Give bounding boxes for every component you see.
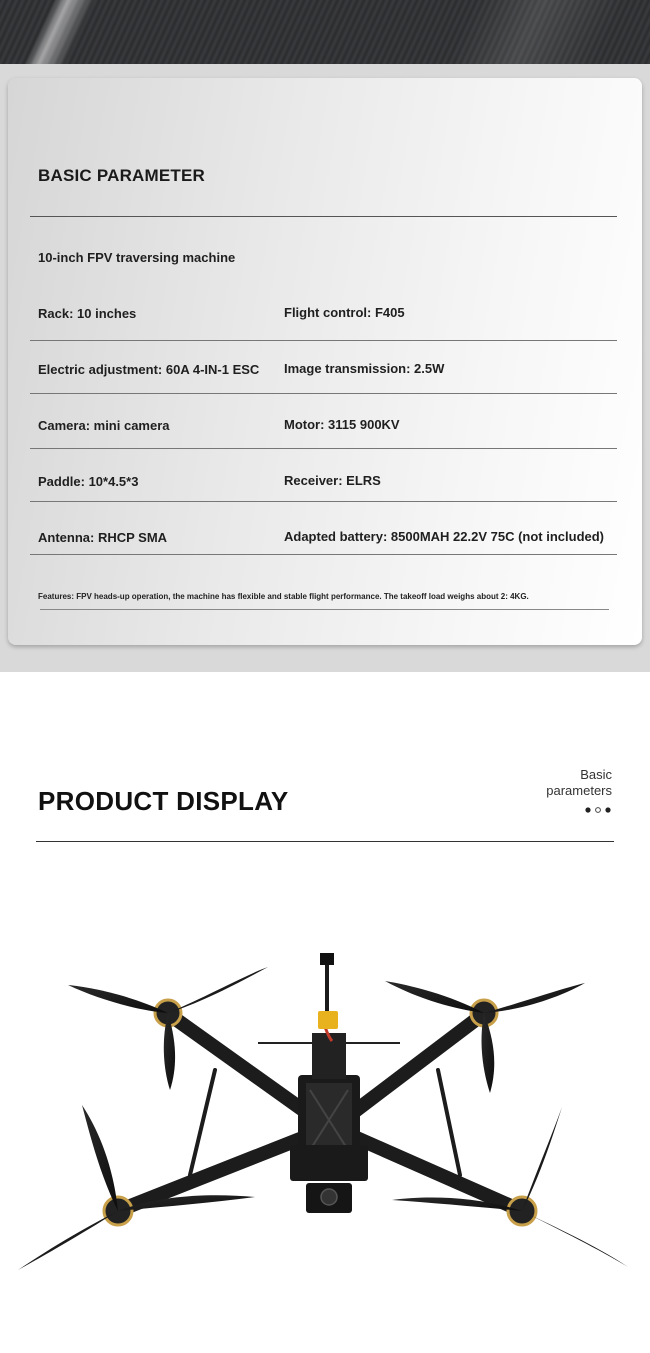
spec-image-transmission: Image transmission: 2.5W: [284, 361, 445, 376]
row-divider: [30, 448, 617, 449]
propeller-rear-right: [392, 1107, 628, 1267]
pager-dot: [596, 808, 601, 813]
section-corner-label: [546, 767, 612, 799]
arm-front-right: [350, 1015, 482, 1115]
propeller-rear-left: [18, 1105, 255, 1270]
spec-adapted-battery: Adapted battery: 8500MAH 22.2V 75C (not included): [284, 529, 605, 544]
row-divider: [30, 501, 617, 502]
spec-receiver: Receiver: ELRS: [284, 473, 381, 488]
support-rod: [190, 1070, 215, 1175]
propeller-front-right: [385, 981, 585, 1093]
arm-front-left: [170, 1015, 310, 1115]
spec-camera: Camera: mini camera: [38, 418, 170, 433]
spec-paddle: Paddle: 10*4.5*3: [38, 474, 139, 489]
spec-motor: Motor: 3115 900KV: [284, 417, 400, 432]
display-divider: [36, 841, 614, 842]
antenna-tip: [320, 953, 334, 965]
spec-flight-control: Flight control: F405: [284, 305, 405, 320]
product-display-title: PRODUCT DISPLAY: [38, 786, 289, 816]
spec-rack: Rack: 10 inches: [38, 306, 137, 321]
features-note: Features: FPV heads-up operation, the machine has flexible and stable flight performance. The takeoff load weighs about 2: 4KG.: [38, 592, 529, 601]
title-divider: [30, 216, 617, 217]
spec-electric-adjustment: Electric adjustment: 60A 4-IN-1 ESC: [38, 362, 260, 377]
pager-dots: [585, 806, 613, 814]
center-frame: [290, 1033, 368, 1213]
corner-label-line2: parameters: [546, 783, 612, 798]
support-rod: [438, 1070, 460, 1175]
battery-connector: [318, 1011, 338, 1029]
pager-dot: [585, 807, 590, 812]
features-divider: [40, 609, 609, 610]
carbon-fiber-banner: [0, 0, 650, 64]
basic-parameter-title: BASIC PARAMETER: [38, 166, 206, 185]
pager-dot: [605, 807, 610, 812]
corner-label-line1: Basic: [580, 767, 612, 782]
fpv-drone-image: [10, 945, 640, 1285]
row-divider: [30, 340, 617, 341]
spec-subtitle: 10-inch FPV traversing machine: [38, 250, 236, 265]
row-divider: [30, 393, 617, 394]
row-divider: [30, 554, 617, 555]
spec-antenna: Antenna: RHCP SMA: [38, 530, 168, 545]
